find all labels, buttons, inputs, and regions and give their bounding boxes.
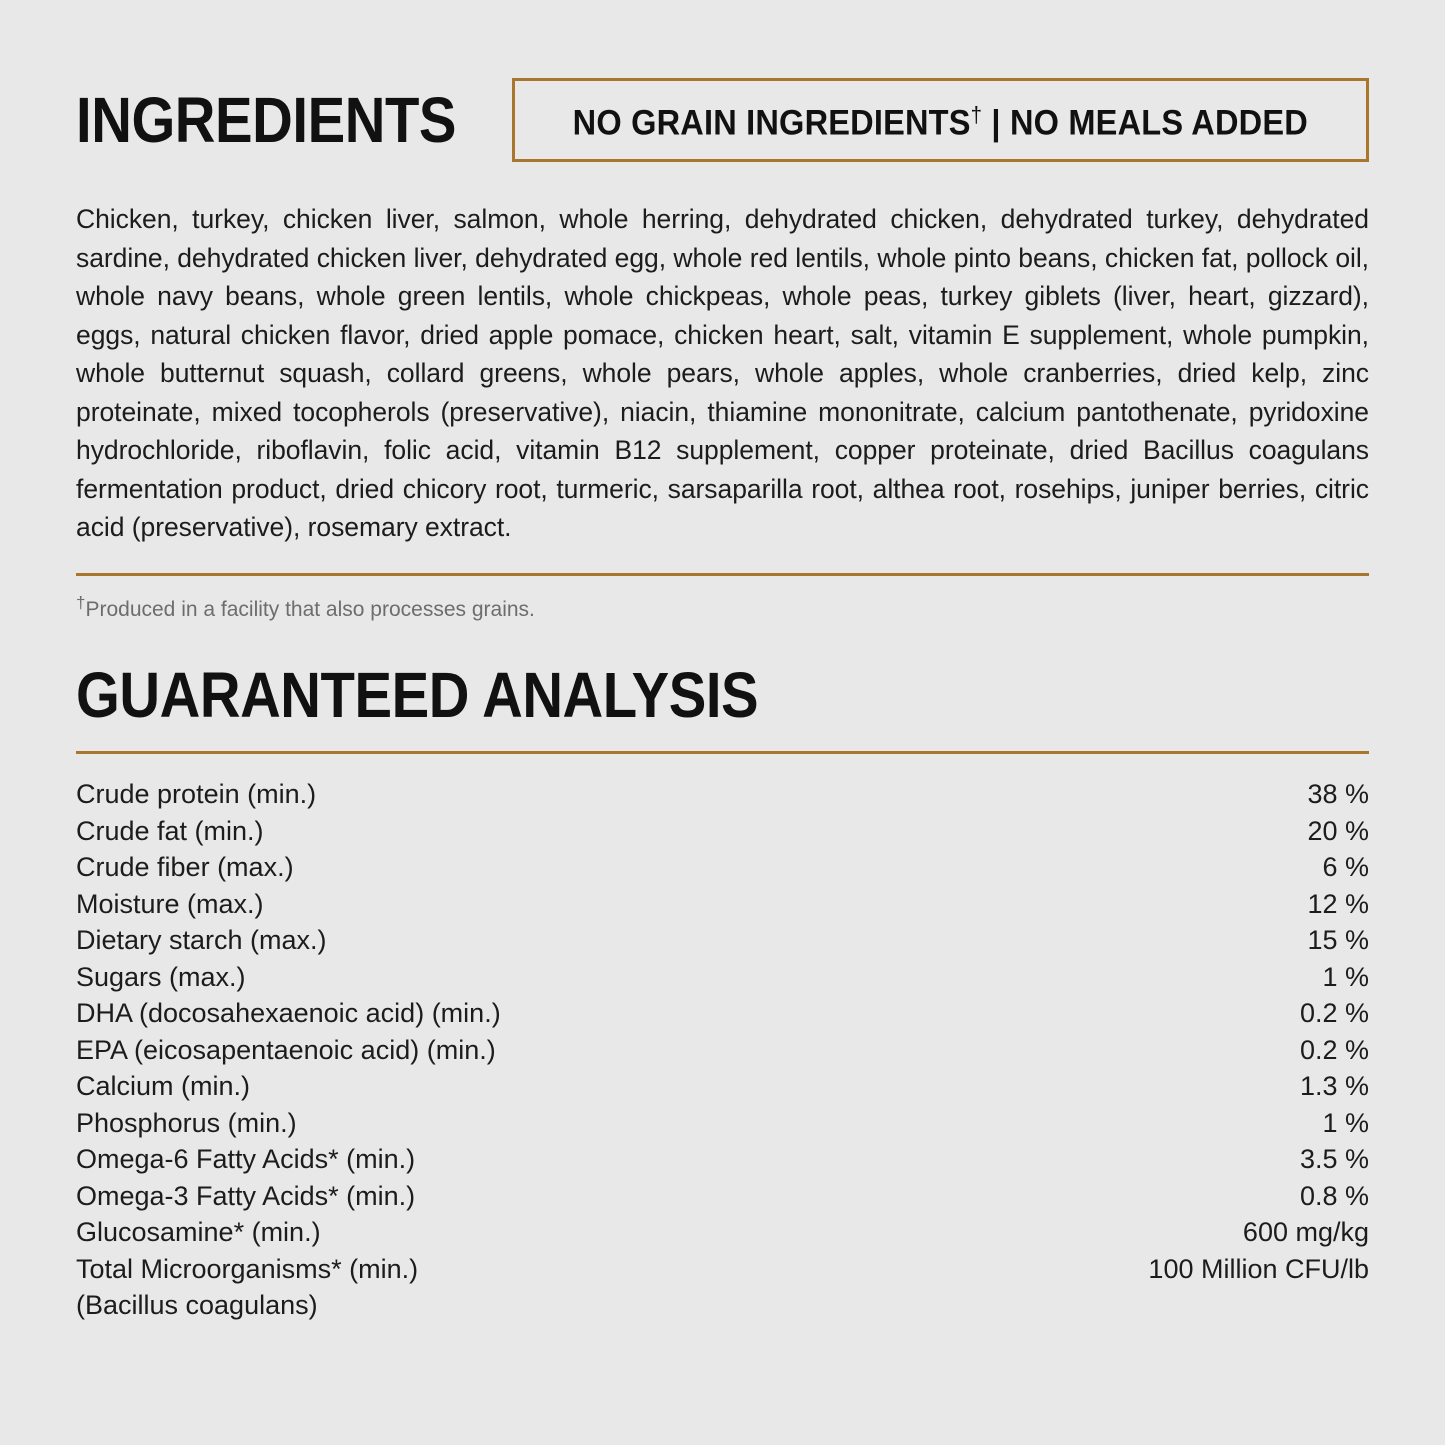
page-title: INGREDIENTS [76,84,457,156]
nutrient-value: 6 % [1322,852,1369,882]
claim-dagger-marker: † [971,101,983,127]
guaranteed-analysis-rows [76,776,1369,1324]
nutrient-value: 0.2 % [1299,998,1369,1028]
footnote-marker: † [76,593,86,612]
ingredients-list-text: Chicken, turkey, chicken liver, salmon, whole herring, dehydrated chicken, dehydrated turkey, dehydrated sardine, dehydrated chicken liver, dehydrated egg, whole red lentils, whole pinto beans, chicken fat, pollock oil, whole navy beans, whole green lentils, whole chickpeas, whole peas, turkey giblets (liver, heart, gizzard), eggs, natural chicken flavor, dried apple pomace, chicken heart, salt, vitamin E supplement, whole pumpkin, whole butternut squash, collard greens, whole pears, whole apples, whole cranberries, dried kelp, zinc proteinate, mixed tocopherols (preservative), niacin, thiamine mononitrate, calcium pantothenate, pyridoxine hydrochloride, riboflavin, folic acid, vitamin B12 supplement, copper proteinate, dried Bacillus coagulans fermentation product, dried chicory root, turmeric, sarsaparilla root, althea root, rosehips, juniper berries, citric acid (preservative), rosemary extract. [76,204,1369,542]
nutrient-label: Total Microorganisms* (min.) [76,1253,419,1284]
nutrient-sub-note-value [927,1287,1369,1324]
table-row [76,776,1369,813]
nutrient-value: 15 % [1307,925,1369,955]
table-row [76,1214,1369,1251]
nutrient-label: EPA (eicosapentaenoic acid) (min.) [76,1034,496,1065]
nutrient-value: 1.3 % [1299,1071,1369,1101]
nutrient-value: 600 mg/kg [1242,1217,1369,1247]
guaranteed-analysis-title: GUARANTEED ANALYSIS [76,659,759,731]
table-row [76,886,1369,923]
footnote-text: Produced in a facility that also processes grains. [85,598,535,621]
table-row [76,995,1369,1032]
table-row [76,1105,1369,1142]
table-row [76,1068,1369,1105]
nutrient-sub-note: (Bacillus coagulans) [76,1290,318,1320]
no-grain-claim-badge [512,78,1369,163]
ingredients-header [76,66,1369,174]
guaranteed-analysis-table [76,776,1369,1324]
nutrient-label: Crude protein (min.) [76,779,317,809]
no-grain-claim-text [573,97,1308,142]
nutrient-label: Glucosamine* (min.) [76,1217,321,1247]
table-row [76,959,1369,996]
nutrient-value: 38 % [1307,779,1369,809]
nutrient-value: 0.8 % [1299,1180,1369,1211]
divider-rule-ingredients [76,573,1369,576]
claim-suffix: | NO MEALS ADDED [982,103,1309,143]
nutrient-label: Omega-3 Fatty Acids* (min.) [76,1180,416,1211]
table-row [76,1032,1369,1069]
nutrient-label: Phosphorus (min.) [76,1107,297,1138]
table-row-subnote [76,1287,1369,1324]
nutrient-label: Omega-6 Fatty Acids* (min.) [76,1144,416,1174]
table-row [76,1141,1369,1178]
nutrient-label: Moisture (max.) [76,888,264,919]
nutrient-label: Dietary starch (max.) [76,925,327,955]
table-row [76,849,1369,886]
guaranteed-analysis-header [76,659,1369,731]
nutrient-value: 1 % [1322,961,1369,992]
nutrient-value: 1 % [1322,1107,1369,1138]
nutrient-value: 12 % [1307,888,1369,919]
claim-prefix: NO GRAIN INGREDIENTS [573,103,972,143]
table-row [76,813,1369,850]
nutrient-value: 20 % [1307,815,1369,846]
nutrient-label: Crude fiber (max.) [76,852,294,882]
divider-rule-guaranteed-analysis [76,751,1369,754]
nutrient-value: 3.5 % [1299,1144,1369,1174]
table-row [76,1251,1369,1288]
nutrient-value: 0.2 % [1299,1034,1369,1065]
nutrient-label: Crude fat (min.) [76,815,264,846]
nutrient-label: DHA (docosahexaenoic acid) (min.) [76,998,501,1028]
nutrient-value: 100 Million CFU/lb [1148,1253,1369,1284]
ingredients-footnote [76,590,1369,623]
table-row [76,1178,1369,1215]
table-row [76,922,1369,959]
nutrient-label: Calcium (min.) [76,1071,251,1101]
nutrient-label: Sugars (max.) [76,961,246,992]
